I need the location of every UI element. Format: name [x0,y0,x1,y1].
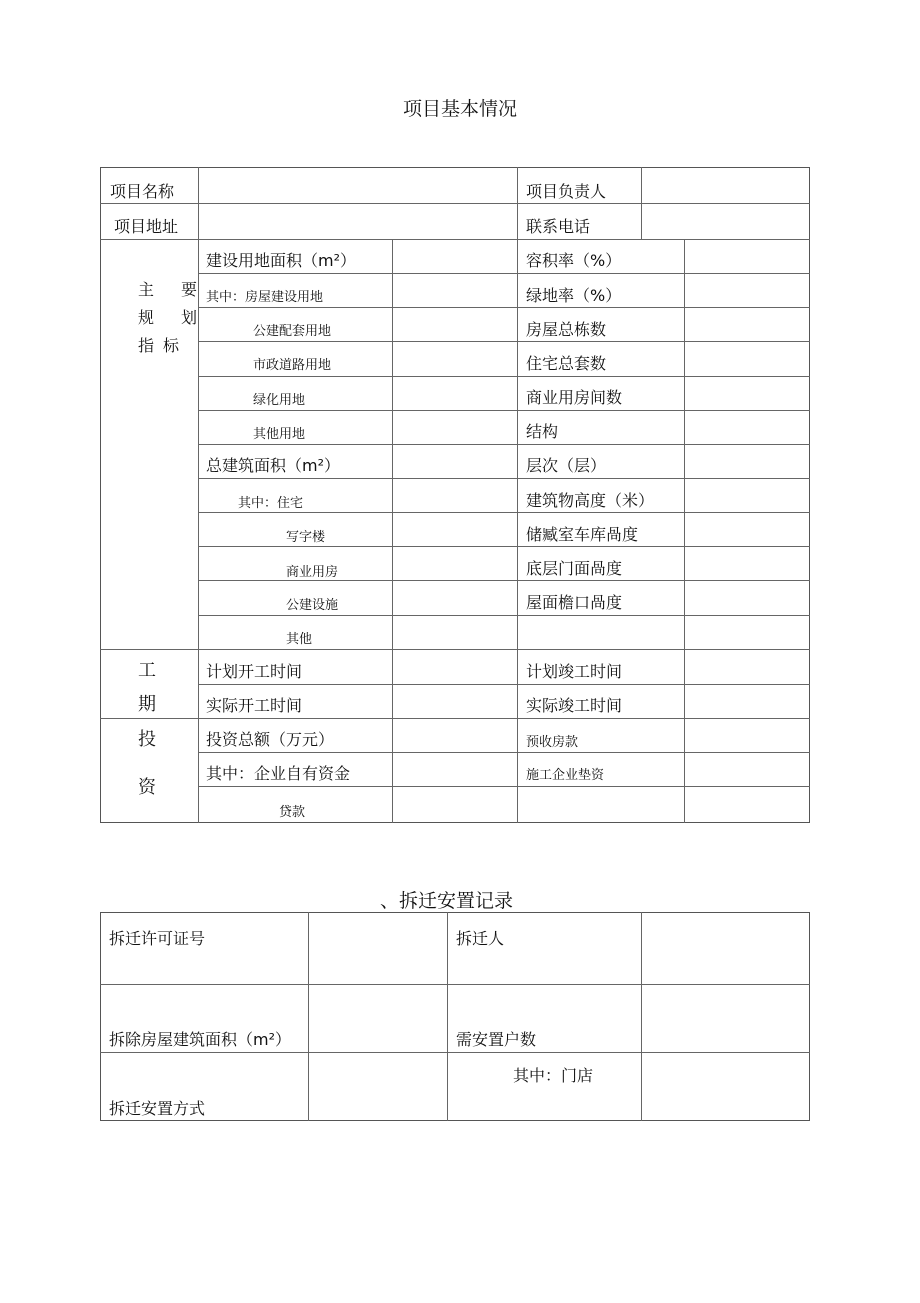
col-divider [641,912,642,1121]
row-label: 结构 [526,422,559,441]
row-label: 绿地率（%） [526,286,622,305]
group-label-char: 期 [138,694,156,715]
row-label: 底层门面咼度 [526,559,623,578]
row-divider [198,376,810,377]
project-leader-label: 项目负责人 [526,182,607,201]
row-label: 房屋总栋数 [526,320,607,339]
row-divider [100,1052,810,1053]
row-label: 公建设施 [286,598,339,613]
page-title: 项目基本情况 [402,98,517,120]
contact-phone-label: 联系电话 [526,217,591,236]
row-label: 写字楼 [286,530,326,545]
row-label: 实际竣工时间 [526,696,623,715]
col-divider [198,167,199,823]
row-label: 绿化用地 [253,393,306,408]
row-label: 商业用房间数 [526,388,623,407]
shops-label: 其中：门店 [513,1066,594,1085]
resettle-method-label: 拆迁安置方式 [109,1099,206,1118]
project-address-label: 项目地址 [114,217,179,236]
permit-no-label: 拆迁许可证号 [109,929,206,948]
group-label-char: 划 [181,308,198,327]
row-divider [198,273,810,274]
row-label: 贷款 [279,805,306,820]
row-label: 建设用地面积（m²） [206,251,357,270]
row-label: 储臧室车库咼度 [526,525,639,544]
row-divider [198,341,810,342]
row-label: 其他用地 [253,427,306,442]
row-label: 实际开工时间 [206,696,303,715]
row-divider [198,752,810,753]
relocator-label: 拆迁人 [456,929,505,948]
row-label: 公建配套用地 [253,324,332,339]
project-name-label: 项目名称 [110,182,175,201]
group-label-char: 要 [181,280,198,299]
row-label: 其中：企业自有资金 [206,764,351,783]
group-label-char: 投 [138,729,156,750]
group-label-char: 工 [138,660,156,681]
row-label: 其他 [286,632,313,647]
row-divider [198,307,810,308]
row-divider [100,649,810,650]
row-divider [198,786,810,787]
row-divider [198,684,810,685]
row-divider [198,512,810,513]
col-divider [308,912,309,1121]
group-label-char: 标 [163,336,180,355]
section-title: 、拆迁安置记录 [380,890,514,912]
row-label: 预收房款 [526,735,579,750]
row-label: 计划竣工时间 [526,662,623,681]
group-label-char: 指 [138,336,155,355]
row-label: 其中：房屋建设用地 [206,290,324,305]
row-label: 计划开工时间 [206,662,303,681]
row-divider [198,444,810,445]
group-label-char: 规 [138,308,155,327]
row-label: 其中：住宅 [238,496,304,511]
row-divider [100,239,810,240]
row-label: 施工企业垫资 [526,768,605,783]
row-label: 屋面檐口咼度 [526,593,623,612]
group-label-char: 资 [138,777,156,798]
row-label: 建筑物高度（米） [526,491,655,510]
group-label-char: 主 [138,280,155,299]
col-divider [641,167,642,239]
row-divider [100,718,810,719]
col-divider [447,912,448,1121]
row-label: 总建筑面积（m²） [206,456,341,475]
row-label: 商业用房 [286,565,339,580]
row-divider [198,410,810,411]
table-border [100,912,810,1121]
row-label: 层次（层） [526,456,607,475]
households-label: 需安置户数 [456,1030,537,1049]
row-divider [198,615,810,616]
col-divider [517,167,518,823]
row-label: 容积率（%） [526,251,622,270]
col-divider [392,239,393,823]
col-divider [684,239,685,823]
row-divider [100,984,810,985]
row-divider [198,478,810,479]
row-divider [100,203,810,204]
row-label: 市政道路用地 [253,358,332,373]
row-label: 投资总额（万元） [206,730,335,749]
row-divider [198,546,810,547]
row-label: 住宅总套数 [526,354,607,373]
demolish-area-label: 拆除房屋建筑面积（m²） [109,1030,292,1049]
row-divider [198,580,810,581]
